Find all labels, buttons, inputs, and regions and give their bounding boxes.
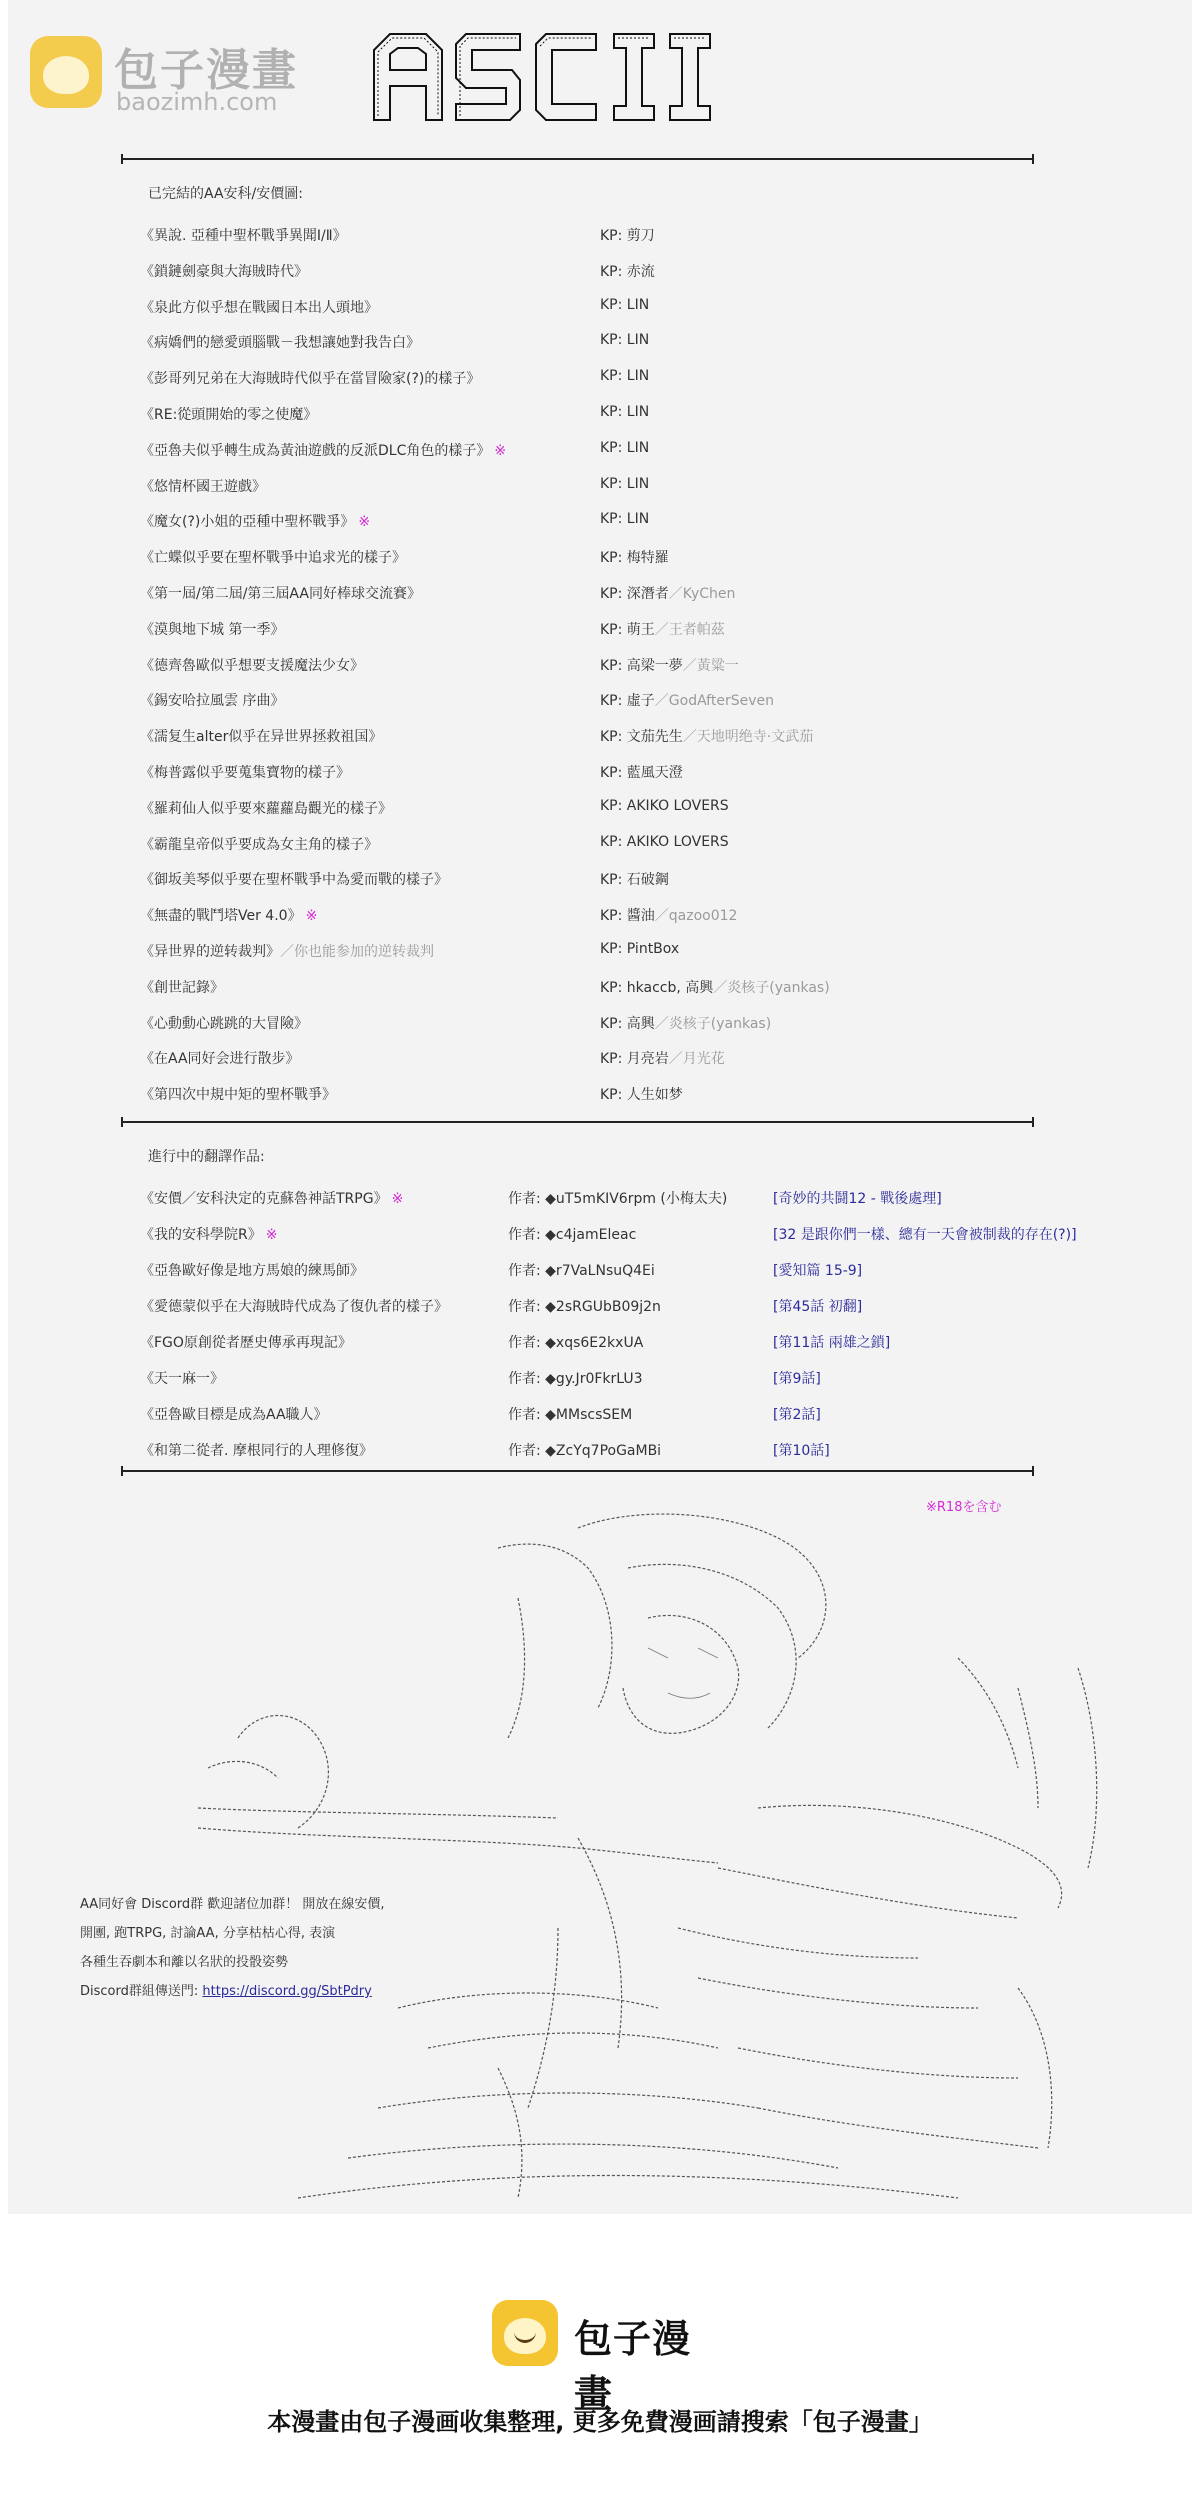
kp-text: KP: AKIKO LOVERS	[600, 797, 729, 814]
work-title-text: 《病嬌們的戀愛頭腦戰－我想讓她對我告白》	[140, 335, 420, 352]
work-title-text: 《亞魯夫似乎轉生成為黃油遊戲的反派DLC角色的樣子》	[140, 442, 491, 459]
ascii-title-art	[370, 30, 760, 124]
work-title[interactable]	[140, 798, 392, 818]
kp-alt: ／炎核子(yankas)	[654, 1015, 772, 1032]
work-title[interactable]	[140, 762, 350, 782]
work-title[interactable]	[140, 404, 317, 424]
kp-alt: ／黃粱一	[682, 657, 739, 674]
footer-logo[interactable]	[492, 2300, 722, 2416]
work-title[interactable]	[140, 834, 378, 854]
work-title-text: 《我的安科學院R》	[140, 1227, 262, 1243]
divider-ongoing-bottom	[121, 1470, 1034, 1472]
list-item	[8, 583, 1192, 619]
work-title[interactable]	[140, 332, 420, 352]
kp-text: KP: 深潛者	[600, 586, 669, 602]
work-title[interactable]	[140, 583, 421, 603]
kp-name	[600, 297, 649, 313]
discord-info	[80, 1890, 500, 2006]
list-item	[8, 1404, 1192, 1440]
kp-name	[600, 511, 649, 527]
list-item	[8, 726, 1192, 762]
bun-logo-icon	[492, 2300, 558, 2366]
author-name: 作者: ◆gy.Jr0FkrLU3	[508, 1371, 643, 1387]
kp-name	[600, 225, 655, 245]
work-title[interactable]	[140, 977, 224, 997]
list-item	[8, 511, 1192, 547]
kp-text: KP: PintBox	[600, 941, 680, 957]
author-name: 作者: ◆MMscsSEM	[508, 1407, 633, 1423]
kp-name	[600, 440, 649, 456]
list-item	[8, 905, 1192, 941]
author-name: 作者: ◆uT5mKIV6rpm (小梅太夫)	[508, 1191, 728, 1207]
work-title[interactable]	[140, 297, 378, 317]
work-title[interactable]	[140, 726, 382, 746]
list-item	[8, 476, 1192, 512]
author-name: 作者: ◆r7VaLNsuQ4Ei	[508, 1263, 655, 1279]
work-title-text: 《悠情杯國王遊戲》	[140, 478, 266, 495]
kp-text: KP: LIN	[600, 296, 650, 313]
kp-name	[600, 261, 655, 281]
kp-name	[600, 404, 649, 420]
kp-text: KP: LIN	[600, 511, 650, 528]
discord-link-row	[80, 1977, 500, 2006]
kp-name	[600, 1048, 725, 1068]
list-item	[8, 655, 1192, 691]
work-title[interactable]	[140, 476, 266, 496]
completed-heading: 已完結的AA安科/安價圖:	[148, 186, 303, 202]
list-item	[8, 1013, 1192, 1049]
kp-alt: ／天地明绝寺·文武茄	[682, 729, 814, 746]
footer-notice: 本漫畫由包子漫画收集整理, 更多免費漫画請搜索「包子漫畫」	[267, 2408, 933, 2436]
r18-mark: ※	[358, 514, 371, 531]
kp-text: KP: 文茄先生	[600, 729, 683, 746]
bun-logo-icon	[30, 36, 102, 108]
work-title-text: 《第四次中規中矩的聖杯戰爭》	[140, 1087, 336, 1104]
content-page	[8, 0, 1192, 2214]
work-title[interactable]	[140, 1296, 448, 1316]
kp-text: KP: 剪刀	[600, 228, 655, 244]
discord-link[interactable]: https://discord.gg/SbtPdry	[202, 1984, 372, 1999]
author-name: 作者: ◆2sRGUbB09j2n	[508, 1299, 661, 1315]
work-title-text: 《創世記錄》	[140, 979, 224, 996]
work-title[interactable]	[140, 905, 317, 925]
divider-completed-top	[121, 158, 1034, 160]
kp-name	[600, 1084, 683, 1104]
list-item	[8, 225, 1192, 261]
work-title-text: 《异世界的逆转裁判》	[140, 944, 280, 960]
site-url: baozimh.com	[116, 88, 278, 116]
work-title-text: 《亡蝶似乎要在聖杯戰爭中追求光的樣子》	[140, 550, 406, 567]
work-title-text: 《泉此方似乎想在戰國日本出人頭地》	[140, 299, 378, 316]
work-title-text: 《德齊魯歐似乎想要支援魔法少女》	[140, 657, 364, 674]
list-item	[8, 1224, 1192, 1260]
work-title[interactable]	[140, 368, 480, 388]
work-title[interactable]	[140, 1260, 364, 1280]
kp-text: KP: 虛子	[600, 693, 655, 710]
work-title-text: 《天一麻一》	[140, 1371, 224, 1387]
kp-name	[600, 655, 739, 675]
kp-text: KP: hkaccb, 高興	[600, 979, 714, 996]
list-item	[8, 798, 1192, 834]
list-item	[8, 440, 1192, 476]
kp-name	[600, 583, 735, 603]
work-title-text: 《和第二從者. 摩根同行的人理修復》	[140, 1443, 373, 1459]
kp-alt: ／王者帕茲	[654, 621, 725, 638]
r18-mark: ※	[391, 1191, 404, 1207]
kp-text: KP: AKIKO LOVERS	[600, 833, 729, 850]
work-title[interactable]	[140, 690, 284, 710]
work-title-text: 《魔女(?)小姐的亞種中聖杯戰爭》	[140, 514, 355, 531]
list-item	[8, 977, 1192, 1013]
work-title-text: 《錫安哈拉風雲 序曲》	[140, 693, 285, 710]
site-watermark-logo	[30, 32, 330, 122]
kp-text: KP: 月亮岩	[600, 1051, 669, 1068]
list-item	[8, 1084, 1192, 1120]
ongoing-heading: 進行中的翻譯作品:	[148, 1149, 265, 1165]
work-title-text: 《濡复生alter似乎在异世界拯救祖国》	[140, 729, 383, 746]
kp-name	[600, 1013, 771, 1033]
author-name: 作者: ◆xqs6E2kxUA	[508, 1335, 644, 1351]
work-title-text: 《亞魯歐目標是成為AA職人》	[140, 1407, 328, 1423]
work-title-text: 《彭哥列兄弟在大海賊時代似乎在當冒險家(?)的樣子》	[140, 371, 481, 388]
list-item	[8, 1368, 1192, 1404]
kp-text: KP: LIN	[600, 475, 650, 492]
work-title-text: 《無盡的戰鬥塔Ver 4.0》	[140, 908, 302, 925]
work-title[interactable]	[140, 1332, 352, 1352]
kp-name	[600, 798, 729, 814]
kp-alt: ／月光花	[668, 1051, 725, 1068]
work-title-text: 《御坂美琴似乎要在聖杯戰爭中為愛而戰的樣子》	[140, 872, 448, 889]
work-title[interactable]	[140, 619, 284, 639]
work-title[interactable]	[140, 1368, 224, 1388]
latest-chapter-link[interactable]: [第45話 初翻]	[773, 1299, 863, 1315]
kp-text: KP: 醬油	[600, 908, 655, 925]
work-title-text: 《心動動心跳跳的大冒險》	[140, 1015, 308, 1032]
list-item	[8, 619, 1192, 655]
kp-text: KP: 梅特羅	[600, 550, 669, 567]
kp-text: KP: 赤流	[600, 263, 655, 280]
work-title[interactable]	[140, 1404, 328, 1424]
latest-chapter-link[interactable]: [第2話]	[773, 1407, 821, 1423]
discord-line-2: 開團, 跑TRPG, 討論AA, 分享枯枯心得, 表演	[80, 1926, 336, 1941]
kp-name	[600, 726, 813, 746]
list-item	[8, 297, 1192, 333]
author-name: 作者: ◆ZcYq7PoGaMBi	[508, 1443, 662, 1459]
kp-name	[600, 834, 729, 850]
list-item	[8, 1188, 1192, 1224]
work-title[interactable]	[140, 1013, 308, 1033]
kp-name	[600, 762, 683, 782]
list-item	[8, 941, 1192, 977]
work-title[interactable]	[140, 511, 370, 531]
work-title-alt: ／你也能参加的逆转裁判	[280, 944, 434, 960]
latest-chapter-link[interactable]: [第9話]	[773, 1371, 821, 1387]
list-item	[8, 1296, 1192, 1332]
kp-name	[600, 690, 774, 710]
kp-name	[600, 476, 649, 492]
kp-text: KP: LIN	[600, 332, 650, 349]
list-item	[8, 690, 1192, 726]
work-title-text: 《梅普露似乎要蒐集寶物的樣子》	[140, 765, 350, 781]
discord-link-label: Discord群組傳送門:	[80, 1984, 199, 1999]
work-title[interactable]	[140, 261, 308, 281]
list-item	[8, 762, 1192, 798]
list-item	[8, 368, 1192, 404]
work-title[interactable]	[140, 1084, 336, 1104]
discord-line-1: AA同好會 Discord群 歡迎諸位加群！ 開放在線安價,	[80, 1897, 385, 1912]
list-item	[8, 1332, 1192, 1368]
kp-alt: ／GodAfterSeven	[654, 693, 774, 710]
list-item	[8, 332, 1192, 368]
work-title[interactable]	[140, 655, 364, 675]
work-title-text: 《異說. 亞種中聖杯戰爭異聞Ⅰ/Ⅱ》	[140, 228, 347, 244]
kp-text: KP: 藍風天澄	[600, 765, 683, 781]
work-title[interactable]	[140, 547, 406, 567]
work-title[interactable]	[140, 1188, 403, 1208]
r18-mark: ※	[305, 908, 318, 925]
work-title[interactable]	[140, 1224, 277, 1244]
discord-line-3: 各種生吞劇本和離以名狀的投骰姿勢	[80, 1955, 289, 1970]
kp-name	[600, 547, 669, 567]
latest-chapter-link[interactable]: [奇妙的共鬪12 - 戰後處理]	[773, 1191, 942, 1207]
work-title[interactable]	[140, 1440, 373, 1460]
work-title-text: 《愛德蒙似乎在大海賊時代成為了復仇者的樣子》	[140, 1299, 448, 1315]
work-title[interactable]	[140, 225, 347, 245]
kp-text: KP: 石破鋼	[600, 872, 669, 889]
list-item	[8, 834, 1192, 870]
kp-text: KP: 萌王	[600, 621, 655, 638]
latest-chapter-link[interactable]: [愛知篇 15-9]	[773, 1263, 863, 1279]
latest-chapter-link[interactable]: [第10話]	[773, 1443, 830, 1459]
kp-name	[600, 332, 649, 348]
kp-name	[600, 905, 737, 925]
kp-text: KP: 高梁一夢	[600, 657, 683, 674]
kp-name	[600, 869, 669, 889]
work-title-text: 《鎖鏈劍豪與大海賊時代》	[140, 263, 308, 280]
r18-mark: ※	[265, 1227, 278, 1243]
kp-alt: ／炎核子(yankas)	[713, 979, 830, 996]
kp-alt: ／qazoo012	[654, 908, 738, 925]
footer-logo-text: 包子漫畫	[574, 2317, 692, 2416]
kp-text: KP: LIN	[600, 404, 650, 420]
work-title-text: 《在AA同好会进行散步》	[140, 1051, 300, 1068]
kp-name	[600, 977, 830, 997]
r18-mark: ※	[494, 442, 507, 459]
kp-name	[600, 941, 679, 957]
kp-text: KP: 人生如梦	[600, 1087, 683, 1104]
list-item	[8, 261, 1192, 297]
list-item	[8, 1048, 1192, 1084]
kp-name	[600, 368, 649, 384]
work-title-text: 《羅莉仙人似乎要來蘿蘿島觀光的樣子》	[140, 800, 392, 817]
kp-text: KP: 高興	[600, 1015, 655, 1032]
kp-text: KP: LIN	[600, 439, 650, 456]
work-title-text: 《FGO原創從者歷史傳承再現記》	[140, 1335, 352, 1351]
work-title-text: 《安價／安科決定的克蘇魯神話TRPG》	[140, 1191, 388, 1207]
divider-ongoing-top	[121, 1121, 1034, 1123]
latest-chapter-link[interactable]: [32 是跟你們一樣、總有一天會被制裁的存在(?)]	[773, 1227, 1077, 1243]
work-title-text: 《霸龍皇帝似乎要成為女主角的樣子》	[140, 836, 378, 853]
work-title-text: 《亞魯歐好像是地方馬娘的練馬師》	[140, 1263, 364, 1279]
list-item	[8, 869, 1192, 905]
work-title-text: 《漠與地下城 第一季》	[140, 621, 285, 638]
work-title[interactable]	[140, 869, 448, 889]
latest-chapter-link[interactable]: [第11話 兩雄之鎖]	[773, 1335, 891, 1351]
list-item	[8, 547, 1192, 583]
kp-name	[600, 619, 725, 639]
work-title[interactable]	[140, 941, 434, 961]
work-title[interactable]	[140, 1048, 300, 1068]
site-name: 包子漫畫	[114, 45, 298, 96]
list-item	[8, 404, 1192, 440]
author-name: 作者: ◆c4jamEleac	[508, 1227, 637, 1243]
kp-alt: ／KyChen	[668, 586, 736, 602]
r18-note: ※R18を含む	[926, 1500, 1002, 1515]
kp-text: KP: LIN	[600, 368, 650, 385]
list-item	[8, 1260, 1192, 1296]
work-title[interactable]	[140, 440, 506, 460]
work-title-text: 《RE:從頭開始的零之使魔》	[140, 407, 318, 423]
ascii-art-illustration	[198, 1508, 1118, 2208]
work-title-text: 《第一屆/第二屆/第三屆AA同好棒球交流賽》	[140, 586, 421, 602]
